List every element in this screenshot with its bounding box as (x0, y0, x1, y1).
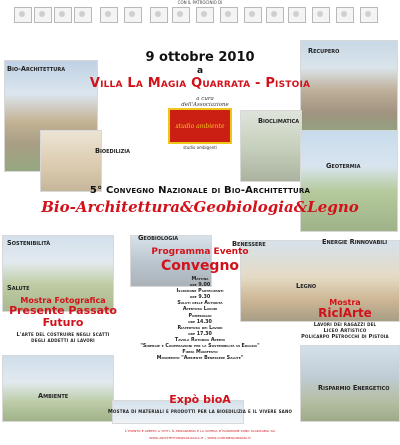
program-line: Movimento "Ambiente Benessere Salute" (156, 356, 244, 362)
sponsor-logo (220, 7, 238, 23)
theme-sostenibilita: Sostenibilità (7, 239, 51, 247)
sponsor-logo (34, 7, 52, 23)
convegno-heading: Convegno (160, 258, 240, 274)
theme-bioedilizia: Bioedilizia (95, 147, 130, 155)
program-line: ore 9.30 (189, 295, 211, 301)
patronage-label: CON IL PATROCINIO DI (177, 0, 223, 5)
mostra-riclarte-heading: Mostra (329, 298, 361, 307)
association-caption: studio ambigenti (183, 145, 217, 150)
sponsor-logo (100, 7, 118, 23)
sponsor-logo (14, 7, 32, 23)
theme-ambiente: Ambiente (38, 392, 69, 400)
mostra-fotografica-title: Futuro (42, 316, 84, 329)
sponsor-logo (266, 7, 284, 23)
mostra-riclarte-desc: Liceo Artistico (323, 328, 367, 334)
photo-interior (40, 130, 102, 192)
mostra-riclarte-desc: Lavori dei ragazzi del (313, 322, 377, 328)
mostra-riclarte-desc: Policarpo Petrocchi di Pistoia (301, 334, 389, 340)
program-line: Saluti delle Autorità (177, 301, 223, 307)
theme-geotermia: Geotermia (326, 162, 361, 170)
sponsor-logo (288, 7, 306, 23)
program-line: ore 14.30 (188, 319, 212, 325)
theme-legno: Legno (296, 282, 317, 290)
mostra-riclarte-title: RiclArte (318, 306, 372, 320)
theme-bioarchitettura: Bio-Architettura (7, 65, 66, 73)
photo-countryside (300, 130, 398, 232)
program-line: Apertura Lavori (182, 307, 218, 313)
footer-info: L'evento è aperto a tutti. Il programma e la scheda d'iscrizione sono scaricabili da (125, 428, 275, 433)
association-logo (168, 108, 232, 144)
theme-salute: Salute (7, 284, 30, 292)
convegno-title: 5° Convegno Nazionale di Bio-Architettura (89, 185, 311, 196)
mostra-fotografica-title: Presente Passato (9, 304, 117, 317)
venue-preposition: a (196, 66, 204, 76)
program-list (110, 277, 290, 362)
program-line: Pomeriggio (188, 313, 212, 319)
event-date: 9 ottobre 2010 (145, 50, 255, 65)
sponsor-logo (172, 7, 190, 23)
sponsor-logo (196, 7, 214, 23)
theme-recupero: Recupero (308, 47, 340, 55)
sponsor-logo (312, 7, 330, 23)
program-line: Iscrizione Partecipanti (176, 289, 224, 295)
expo-desc: Mostra di materiali e prodotti per la bioedilizia e il vivere sano (107, 409, 293, 415)
program-line: ore 17.30 (188, 331, 212, 337)
mostra-fotografica (8, 296, 118, 344)
theme-bioclimatica: Bioclimatica (258, 117, 300, 125)
sponsor-logo (150, 7, 168, 23)
venue: Villa La Magia Quarrata - Pistoia (89, 76, 311, 91)
sponsor-logo (74, 7, 92, 23)
programma-heading: Programma Evento (151, 247, 249, 257)
sponsor-logo (360, 7, 378, 23)
theme-geobiologia: Geobiologia (138, 234, 179, 242)
program-line: Firma Manifesto (182, 350, 218, 356)
mostra-fotografica-heading: Mostra Fotografica (20, 296, 106, 305)
mostra-riclarte (290, 298, 400, 340)
sponsor-logo (124, 7, 142, 23)
expo-title: Expò bioA (169, 393, 231, 406)
sponsor-logo (54, 7, 72, 23)
program-line: Mattina (191, 277, 209, 282)
program-line: "Sinergie e Cooperazioni per la Sostenibilità in Edilizia" (140, 344, 260, 350)
curated-by: a cura dell'Associazione (181, 96, 229, 108)
association-logo-text: studio ambiente (175, 122, 225, 130)
program-line: ore 9.00 (189, 283, 211, 289)
mostra-fotografica-desc: L'arte del costruire negli scatti (16, 332, 110, 338)
theme-benessere: Benessere (232, 240, 266, 248)
mostra-fotografica-desc: degli addetti ai lavori (31, 338, 95, 344)
program-line: Riapertura dei Lavori (177, 325, 223, 331)
event-subtitle: Bio-Architettura&Geobiologia&Legno (41, 198, 359, 216)
sponsor-logo (244, 7, 262, 23)
program-line: Tavola Rotonda Aperta (174, 337, 226, 343)
theme-risparmio: Risparmio Energetico (318, 384, 390, 392)
footer-links[interactable]: www.architetturaecologica.it - www.comunequarrata.it (149, 435, 251, 440)
sponsor-logo (336, 7, 354, 23)
theme-energie: Energie Rinnovabili (322, 238, 388, 246)
